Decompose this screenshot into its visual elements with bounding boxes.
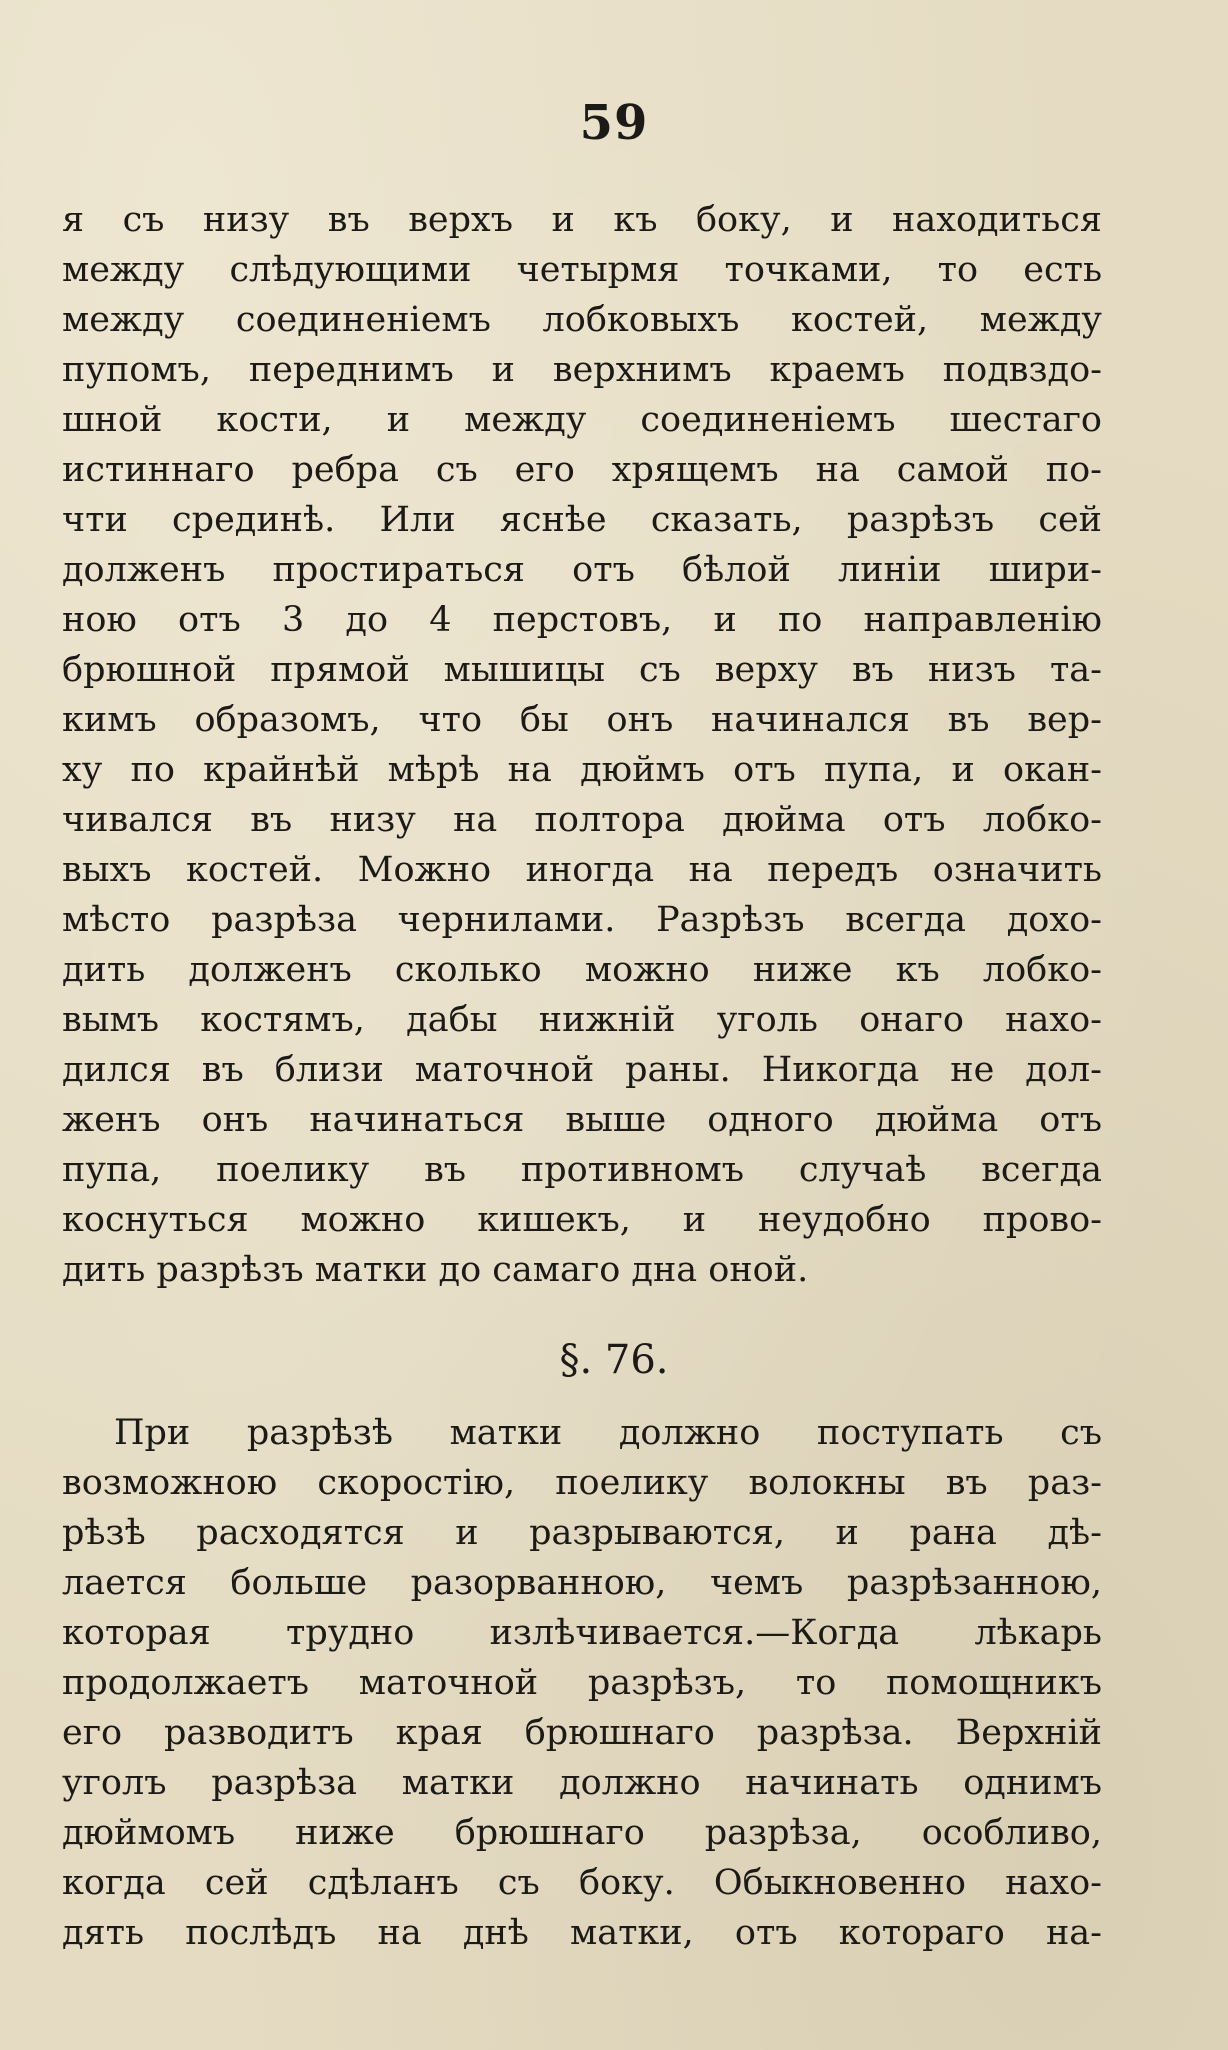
text-line: дить долженъ сколько можно ниже къ лобко-	[62, 950, 1102, 990]
text-line: истиннаго ребра съ его хрящемъ на самой по-	[62, 450, 1102, 490]
text-line: чивался въ низу на полтора дюйма отъ лобко-	[62, 800, 1102, 840]
paragraph-1	[62, 195, 1102, 1295]
text-line: дять послѣдъ на днѣ матки, отъ котораго на-	[62, 1913, 1102, 1953]
text-line: возможною скоростiю, поелику волокны въ раз-	[62, 1463, 1102, 1503]
text-line: брюшной прямой мышицы съ верху въ низъ та-	[62, 650, 1102, 690]
text-line: дить разрѣзъ матки до самаго дна оной.	[62, 1250, 809, 1290]
text-line: продолжаетъ маточной разрѣзъ, то помощникъ	[62, 1663, 1102, 1703]
text-line: кимъ образомъ, что бы онъ начинался въ вер-	[62, 700, 1102, 740]
text-line: которая трудно излѣчивается.—Когда лѣкарь	[62, 1613, 1102, 1653]
text-line: долженъ простираться отъ бѣлой линiи шири-	[62, 550, 1102, 590]
text-line: выхъ костей. Можно иногда на передъ означить	[62, 850, 1102, 890]
text-line: я съ низу въ верхъ и къ боку, и находиться	[62, 200, 1102, 240]
text-line: его разводитъ края брюшнаго разрѣза. Верхнiй	[62, 1713, 1102, 1753]
text-line: лается больше разорванною, чемъ разрѣзанною,	[62, 1563, 1102, 1603]
text-line: При разрѣзѣ матки должно поступать съ	[114, 1413, 1102, 1453]
text-line: уголъ разрѣза матки должно начинать однимъ	[62, 1763, 1102, 1803]
text-line: между соединенiемъ лобковыхъ костей, между	[62, 300, 1102, 340]
text-line: шной кости, и между соединенiемъ шестаго	[62, 400, 1102, 440]
text-line: ною отъ 3 до 4 перстовъ, и по направленiю	[62, 600, 1102, 640]
section-heading: §. 76.	[559, 1337, 669, 1383]
page-number: 59	[579, 95, 649, 151]
text-line: дился въ близи маточной раны. Никогда не дол-	[62, 1050, 1102, 1090]
text-line: мѣсто разрѣза чернилами. Разрѣзъ всегда дохо-	[62, 900, 1102, 940]
text-line: женъ онъ начинаться выше одного дюйма отъ	[62, 1100, 1102, 1140]
text-line: вымъ костямъ, дабы нижнiй уголь онаго нахо-	[62, 1000, 1102, 1040]
text-line: пупомъ, переднимъ и верхнимъ краемъ подвздо-	[62, 350, 1102, 390]
paragraph-2	[62, 1408, 1102, 1958]
text-line: чти срединѣ. Или яснѣе сказать, разрѣзъ сей	[62, 500, 1102, 540]
text-line: между слѣдующими четырмя точками, то есть	[62, 250, 1102, 290]
text-line: рѣзѣ расходятся и разрываются, и рана дѣ-	[62, 1513, 1102, 1553]
text-line: дюймомъ ниже брюшнаго разрѣза, особливо,	[62, 1813, 1102, 1853]
text-line: ху по крайнѣй мѣрѣ на дюймъ отъ пупа, и окан-	[62, 750, 1102, 790]
text-line: когда сей сдѣланъ съ боку. Обыкновенно нахо-	[62, 1863, 1102, 1903]
text-line: пупа, поелику въ противномъ случаѣ всегда	[62, 1150, 1102, 1190]
text-line: коснуться можно кишекъ, и неудобно прово-	[62, 1200, 1102, 1240]
